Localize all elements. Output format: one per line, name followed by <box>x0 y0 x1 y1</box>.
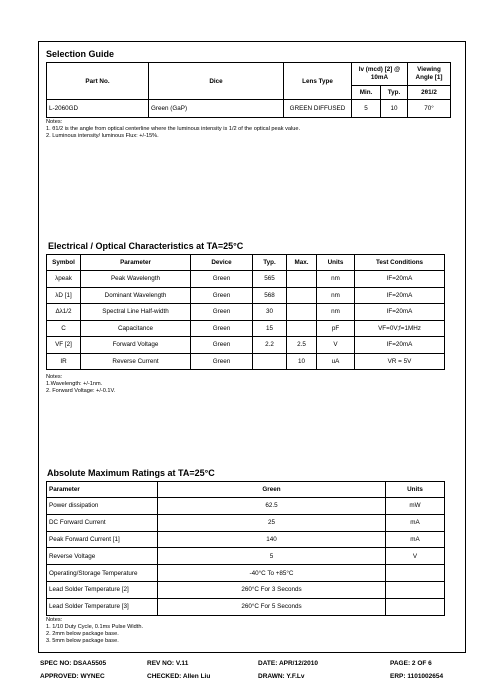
electrical-cell: IF=20mA <box>355 271 445 288</box>
electrical-cell: IR <box>47 353 81 370</box>
cell-lens-type: GREEN DIFFUSED <box>284 100 352 118</box>
absolute-cell: 260°C For 5 Seconds <box>158 598 386 615</box>
table-row <box>47 565 445 582</box>
absolute-title: Absolute Maximum Ratings at TA=25°C <box>47 468 215 478</box>
table-row <box>47 337 445 354</box>
electrical-cell: Reverse Current <box>81 353 191 370</box>
electrical-cell: Peak Wavelength <box>81 271 191 288</box>
absolute-cell: Peak Forward Current [1] <box>47 531 158 548</box>
absolute-cell: mA <box>386 514 445 531</box>
header-min: Min. <box>352 86 381 100</box>
absolute-cell: V <box>386 548 445 565</box>
electrical-header: Symbol <box>47 255 81 271</box>
electrical-cell: 30 <box>253 304 287 321</box>
absolute-cell <box>386 565 445 582</box>
note-line: 1.Wavelength: +/-1nm. <box>46 381 103 387</box>
cell-min: 5 <box>352 100 381 118</box>
absolute-cell: Power dissipation <box>47 498 158 515</box>
electrical-cell: IF=20mA <box>355 304 445 321</box>
absolute-cell: mA <box>386 531 445 548</box>
electrical-cell: λpeak <box>47 271 81 288</box>
electrical-cell: Spectral Line Half-width <box>81 304 191 321</box>
absolute-cell: Operating/Storage Temperature <box>47 565 158 582</box>
electrical-cell: uA <box>317 353 355 370</box>
absolute-header: Parameter <box>47 482 158 498</box>
electrical-cell <box>287 287 317 304</box>
note-line: 1. 1/10 Duty Cycle, 0.1ms Pulse Width. <box>46 624 143 630</box>
absolute-cell: Lead Solder Temperature [2] <box>47 581 158 598</box>
electrical-cell: Green <box>191 304 253 321</box>
absolute-cell: 5 <box>158 548 386 565</box>
date: DATE: APR/12/2010 <box>258 660 318 667</box>
note-line: 2. Luminous intensity/ luminous Flux: +/-15%. <box>46 133 159 139</box>
header-typ: Typ. <box>381 86 408 100</box>
absolute-header: Green <box>158 482 386 498</box>
header-dice: Dice <box>149 63 284 100</box>
table-row <box>47 287 445 304</box>
electrical-cell: VF=0V;f=1MHz <box>355 320 445 337</box>
absolute-cell <box>386 598 445 615</box>
table-row <box>47 353 445 370</box>
electrical-cell: VR = 5V <box>355 353 445 370</box>
absolute-cell: Reverse Voltage <box>47 548 158 565</box>
note-line: 3. 5mm below package base. <box>46 638 119 644</box>
table-row <box>47 548 445 565</box>
electrical-cell: IF=20mA <box>355 337 445 354</box>
electrical-cell: Green <box>191 337 253 354</box>
absolute-cell: 140 <box>158 531 386 548</box>
electrical-cell: Green <box>191 320 253 337</box>
electrical-cell: Green <box>191 287 253 304</box>
selection-guide-table <box>46 62 451 118</box>
electrical-cell: IF=20mA <box>355 287 445 304</box>
selection-notes <box>46 119 300 140</box>
electrical-cell: nm <box>317 304 355 321</box>
checked: CHECKED: Allen Liu <box>147 673 211 680</box>
electrical-cell: 10 <box>287 353 317 370</box>
electrical-cell: V <box>317 337 355 354</box>
electrical-header: Typ. <box>253 255 287 271</box>
table-row <box>47 304 445 321</box>
header-viewing-angle: Viewing Angle [1] <box>408 63 451 86</box>
absolute-cell: DC Forward Current <box>47 514 158 531</box>
electrical-title: Electrical / Optical Characteristics at TA=25°C <box>48 241 244 251</box>
cell-part-no: L-2060GD <box>47 100 149 118</box>
absolute-cell: -40°C To +85°C <box>158 565 386 582</box>
cell-angle: 70° <box>408 100 451 118</box>
electrical-cell: λD [1] <box>47 287 81 304</box>
table-row <box>47 498 445 515</box>
electrical-cell: Capacitance <box>81 320 191 337</box>
selection-guide-title: Selection Guide <box>46 49 115 59</box>
note-line: Notes: <box>46 617 63 623</box>
electrical-cell: 15 <box>253 320 287 337</box>
note-line: Notes: <box>46 119 63 125</box>
electrical-cell: Green <box>191 353 253 370</box>
electrical-cell <box>253 353 287 370</box>
electrical-cell: Δλ1/2 <box>47 304 81 321</box>
electrical-header: Test Conditions <box>355 255 445 271</box>
electrical-cell: 568 <box>253 287 287 304</box>
electrical-cell: Green <box>191 271 253 288</box>
rev-no: REV NO: V.11 <box>147 660 189 667</box>
electrical-cell: nm <box>317 271 355 288</box>
electrical-cell <box>287 320 317 337</box>
absolute-cell: mW <box>386 498 445 515</box>
table-row <box>47 514 445 531</box>
electrical-header: Device <box>191 255 253 271</box>
cell-dice: Green (GaP) <box>149 100 284 118</box>
note-line: 2. 2mm below package base. <box>46 631 119 637</box>
electrical-header: Units <box>317 255 355 271</box>
absolute-table <box>46 481 445 616</box>
header-iv: Iv (mcd) [2] @ 10mA <box>352 63 408 86</box>
cell-typ: 10 <box>381 100 408 118</box>
note-line: Notes: <box>46 374 63 380</box>
electrical-cell: VF [2] <box>47 337 81 354</box>
electrical-cell <box>287 304 317 321</box>
header-part-no: Part No. <box>47 63 149 100</box>
note-line: 1. θ1/2 is the angle from optical centerline where the luminous intensity is 1/2 of the optical peak value. <box>46 126 301 132</box>
erp: ERP: 1101002654 <box>390 673 444 680</box>
table-row <box>47 598 445 615</box>
absolute-cell <box>386 581 445 598</box>
electrical-notes <box>46 374 115 395</box>
absolute-notes <box>46 617 143 645</box>
absolute-header: Units <box>386 482 445 498</box>
electrical-cell: 2.5 <box>287 337 317 354</box>
electrical-cell: 565 <box>253 271 287 288</box>
table-row <box>47 271 445 288</box>
table-row <box>47 531 445 548</box>
page-number: PAGE: 2 OF 6 <box>390 660 432 667</box>
electrical-cell: C <box>47 320 81 337</box>
table-row <box>47 581 445 598</box>
absolute-cell: 25 <box>158 514 386 531</box>
header-theta: 2θ1/2 <box>408 86 451 100</box>
electrical-cell: nm <box>317 287 355 304</box>
drawn: DRAWN: Y.F.Lv <box>258 673 305 680</box>
electrical-cell: 2.2 <box>253 337 287 354</box>
electrical-cell: Dominant Wavelength <box>81 287 191 304</box>
electrical-cell: Forward Voltage <box>81 337 191 354</box>
absolute-cell: Lead Solder Temperature [3] <box>47 598 158 615</box>
absolute-cell: 260°C For 3 Seconds <box>158 581 386 598</box>
electrical-table <box>46 254 445 370</box>
spec-no: SPEC NO: DSAA5505 <box>40 660 107 667</box>
note-line: 2. Forward Voltage: +/-0.1V. <box>46 388 116 394</box>
electrical-cell <box>287 271 317 288</box>
electrical-cell: pF <box>317 320 355 337</box>
absolute-cell: 62.5 <box>158 498 386 515</box>
electrical-header: Max. <box>287 255 317 271</box>
table-row <box>47 320 445 337</box>
electrical-header: Parameter <box>81 255 191 271</box>
approved: APPROVED: WYNEC <box>40 673 105 680</box>
header-lens-type: Lens Type <box>284 63 352 100</box>
